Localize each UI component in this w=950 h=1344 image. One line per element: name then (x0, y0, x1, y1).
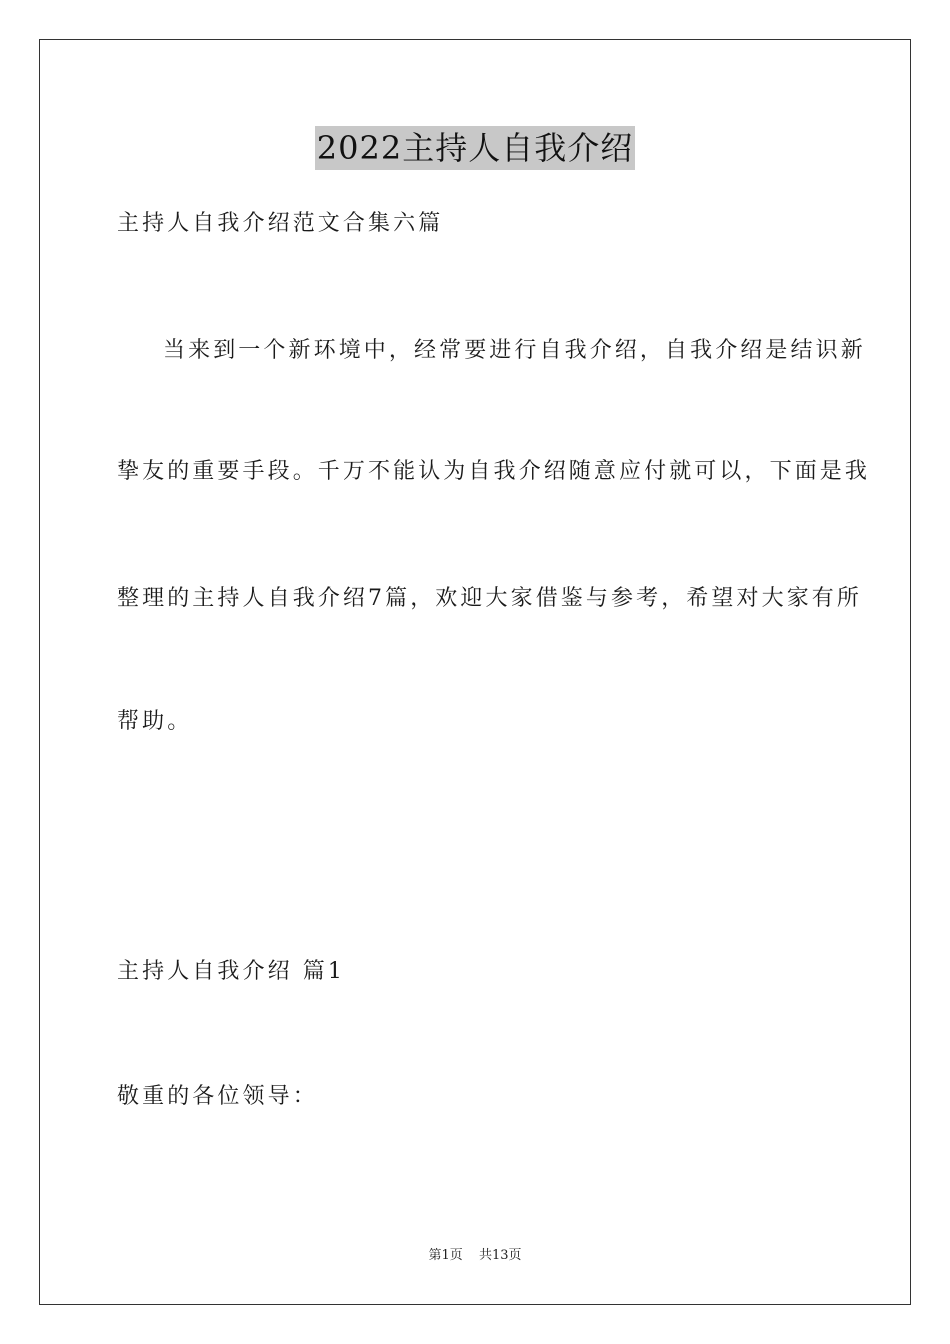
intro-line-3: 整理的主持人自我介绍7篇，欢迎大家借鉴与参考，希望对大家有所 (117, 586, 862, 611)
intro-line-4: 帮助。 (117, 709, 193, 734)
page-footer (0, 1247, 950, 1265)
greeting-line: 敬重的各位领导： (117, 1084, 318, 1109)
title-container (0, 126, 950, 170)
intro-line-2: 挚友的重要手段。千万不能认为自我介绍随意应付就可以，下面是我 (117, 459, 871, 484)
section-heading: 主持人自我介绍 篇1 (117, 959, 345, 984)
document-title: 2022主持人自我介绍 (315, 126, 635, 170)
document-subtitle: 主持人自我介绍范文合集六篇 (117, 211, 444, 236)
page-number-current: 第1页 (428, 1248, 463, 1263)
intro-line-1: 当来到一个新环境中，经常要进行自我介绍，自我介绍是结识新 (163, 338, 866, 363)
page-number-total: 共13页 (478, 1248, 522, 1263)
